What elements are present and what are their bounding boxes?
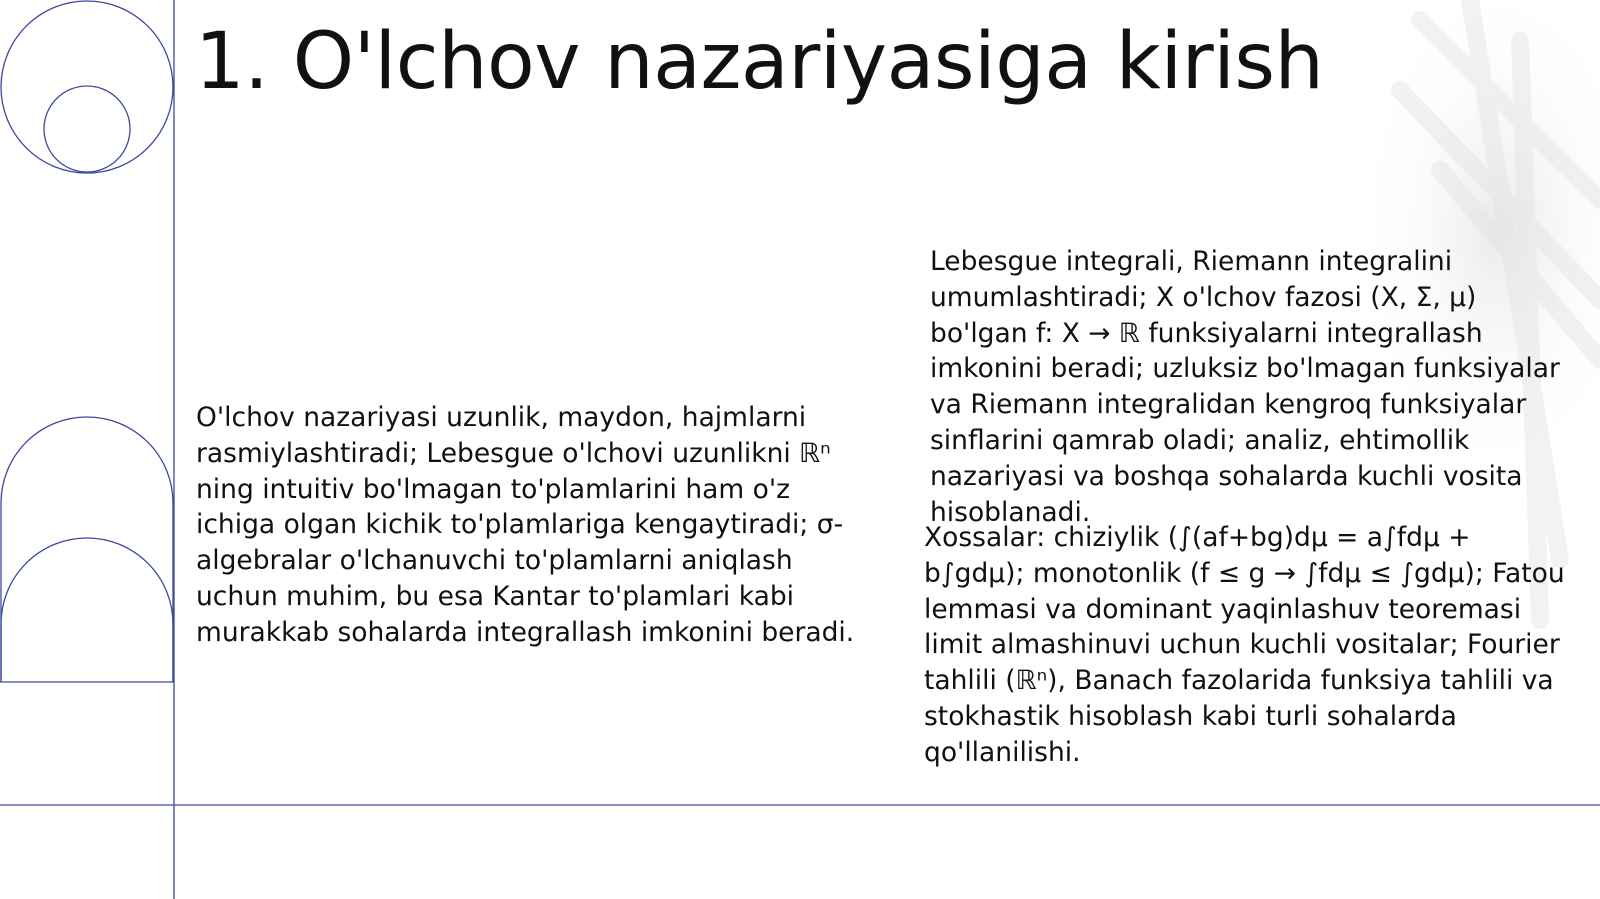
large-circle-outline: [1, 1, 173, 173]
upper-arch-outline: [1, 417, 173, 682]
small-circle-outline: [44, 86, 130, 172]
left-text-block: O'lchov nazariyasi uzunlik, maydon, hajmlarni rasmiylashtiradi; Lebesgue o'lchovi uzunlikni ℝⁿ ning intuitiv bo'lmagan to'plamlarini ham o'z ichiga olgan kichik to'plamlariga kengaytiradi; σ-algebralar o'lchanuvchi to'plamlarni aniqlash uchun muhim, bu esa Kantar to'plamlari kabi murakkab sohalarda integrallash imkonini beradi.: [196, 402, 855, 648]
slide-title: 1. O'lchov nazariyasiga kirish: [195, 17, 1324, 107]
lower-arch-outline: [1, 538, 173, 682]
right-text-block-properties: Xossalar: chiziylik (∫(af+bg)dμ = a∫fdμ + b∫gdμ); monotonlik (f ≤ g → ∫fdμ ≤ ∫gdμ); Fatou lemmasi va dominant yaqinlashuv teoremasi limit almashinuvi uchun kuchli vositalar; Fourier tahlili (ℝⁿ), Banach fazolarida funksiya tahlili va stokhastik hisoblash kabi turli sohalarda qo'llanilishi.: [924, 522, 1565, 768]
right-text-block-integral: Lebesgue integrali, Riemann integralini umumlashtiradi; X o'lchov fazosi (X, Σ, μ) bo'lgan f: X → ℝ funksiyalarni integrallash imkonini beradi; uzluksiz bo'lmagan funksiyalar va Riemann integralidan kengroq funksiyalar sinflarini qamrab oladi; analiz, ehtimollik nazariyasi va boshqa sohalarda kuchli vosita hisoblanadi.: [930, 246, 1560, 528]
